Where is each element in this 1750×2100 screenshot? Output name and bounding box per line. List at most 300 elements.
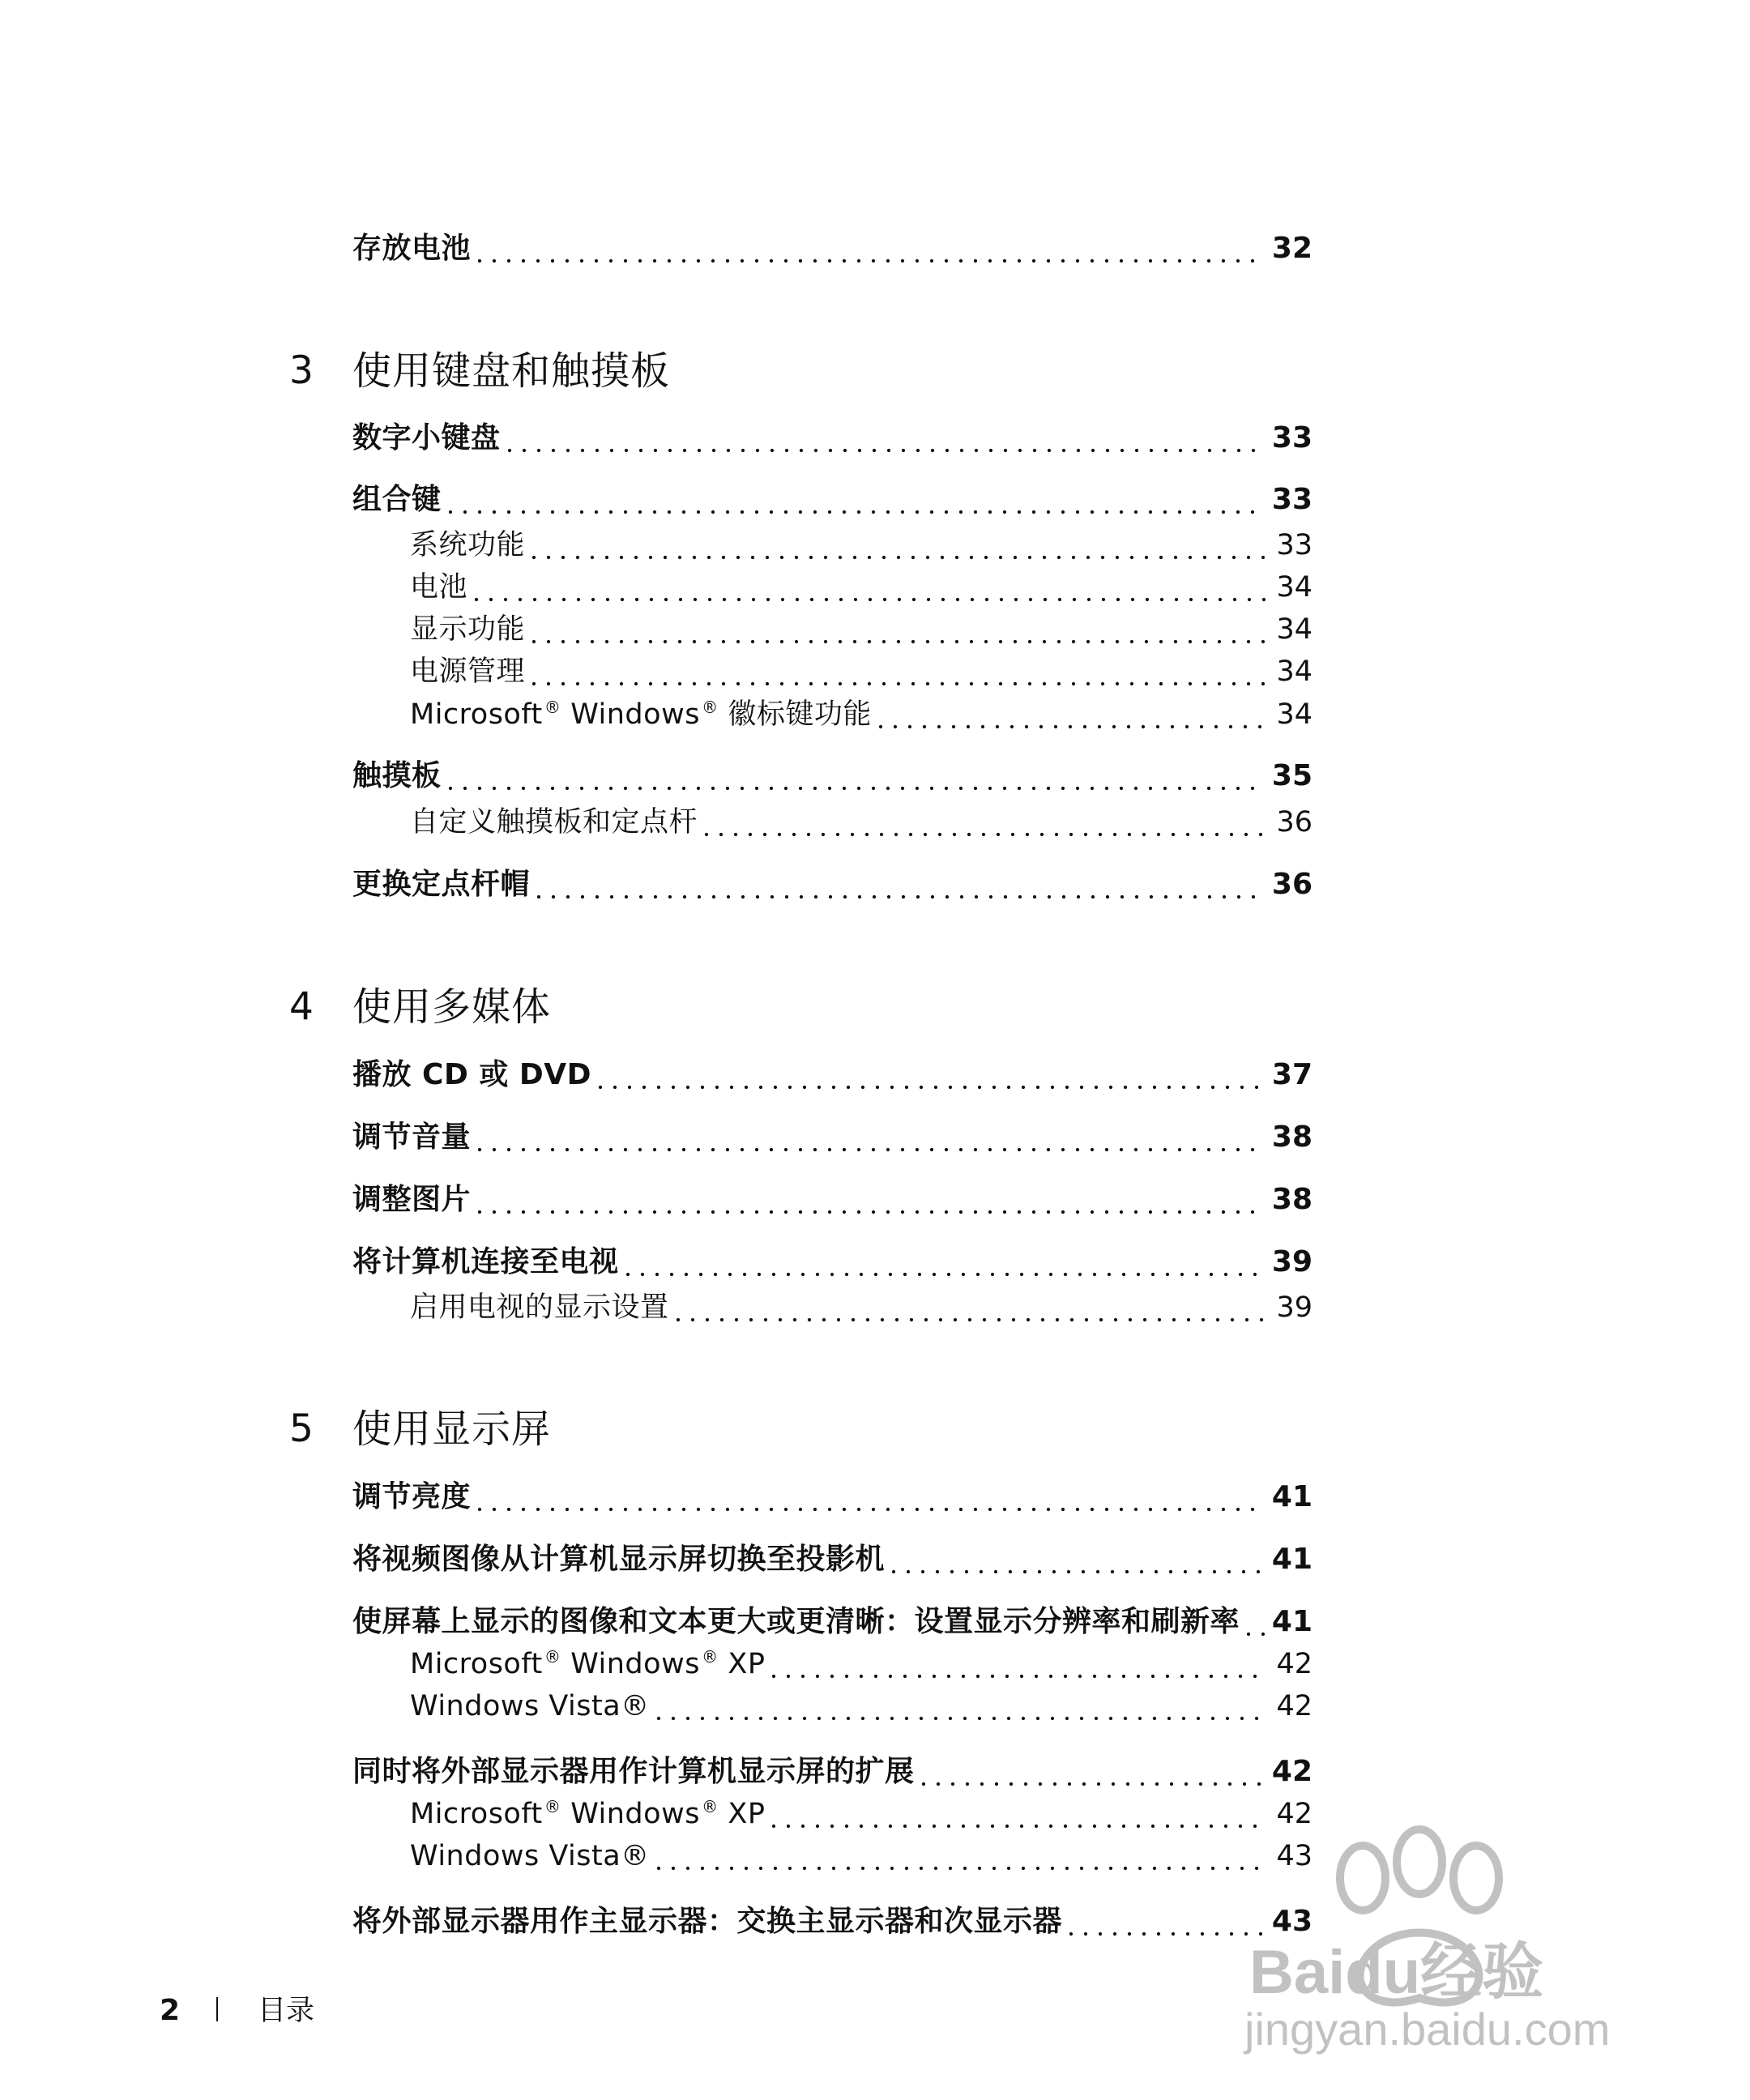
leader-dot <box>988 787 992 790</box>
leader-dot <box>988 259 992 262</box>
leader-dot <box>1106 895 1109 898</box>
leader-dot <box>947 1825 950 1828</box>
leader-dot <box>634 682 638 685</box>
leader-dot <box>813 787 817 790</box>
leader-dot <box>817 1867 821 1870</box>
leader-dot <box>1170 1782 1173 1786</box>
toc-entry-windows-vista-resolution[interactable] <box>0 1684 1750 1729</box>
leader-dot <box>678 682 681 685</box>
leader-dot <box>1216 1318 1219 1321</box>
leader-dot <box>1122 1675 1125 1678</box>
leader-dot <box>1018 1148 1021 1151</box>
leader-dot <box>1166 1273 1169 1276</box>
leader-dot <box>595 259 598 262</box>
leader-dot <box>620 640 623 643</box>
leader-dot <box>941 640 944 643</box>
leader-dot <box>551 1148 554 1151</box>
leader-dot <box>974 1210 977 1214</box>
leader-dot <box>843 259 846 262</box>
leader-dot <box>857 1148 860 1151</box>
leader-dot <box>1067 1570 1070 1573</box>
leader-dot <box>1040 833 1044 836</box>
toc-entry-key-combinations[interactable] <box>0 477 1750 523</box>
leader-dot <box>1129 1318 1132 1321</box>
leader-dot <box>1051 1717 1054 1720</box>
leader-dot <box>1062 895 1065 898</box>
leader-dot <box>947 1675 950 1678</box>
leader-dot <box>758 1273 761 1276</box>
leader-dots <box>676 1293 1266 1330</box>
leader-dot <box>1134 510 1138 514</box>
leader-dot <box>561 640 565 643</box>
toc-entry-play-cd-dvd[interactable] <box>0 1052 1750 1098</box>
leader-dot <box>781 598 784 601</box>
leader-dot <box>686 1086 689 1089</box>
leader-dot <box>921 1570 924 1573</box>
leader-dot <box>1218 682 1221 685</box>
leader-dot <box>1142 725 1145 728</box>
label-text-windows: Windows <box>561 1648 700 1680</box>
leader-dot <box>566 259 569 262</box>
leader-dot <box>595 510 598 514</box>
leader-dot <box>755 787 758 790</box>
toc-entry-adjust-brightness[interactable] <box>0 1475 1750 1520</box>
leader-dot <box>1174 682 1177 685</box>
leader-dot <box>803 1086 806 1089</box>
leader-dot <box>697 1210 700 1214</box>
toc-entry-battery-storage[interactable] <box>0 226 1750 271</box>
leader-dots <box>704 808 1266 845</box>
leader-dot <box>905 1717 908 1720</box>
leader-dot <box>1224 1675 1227 1678</box>
leader-dot <box>941 682 944 685</box>
leader-dot <box>772 1825 775 1828</box>
leader-dot <box>1029 598 1032 601</box>
toc-entry-system-functions[interactable] <box>0 523 1750 568</box>
leader-dot <box>730 1086 733 1089</box>
leader-dot <box>1032 787 1035 790</box>
toc-entry-power-management[interactable] <box>0 649 1750 694</box>
leader-dot <box>984 640 988 643</box>
leader-dot <box>653 510 656 514</box>
leader-dot <box>478 1148 481 1151</box>
leader-dot <box>551 787 554 790</box>
toc-entry-windows-xp-resolution[interactable] <box>0 1641 1750 1687</box>
leader-dot <box>980 1570 983 1573</box>
toc-entry-connect-tv[interactable] <box>0 1240 1750 1285</box>
leader-dot <box>749 833 752 836</box>
toc-entry-swap-primary-secondary-display[interactable] <box>0 1899 1750 1944</box>
leader-dot <box>1180 1825 1184 1828</box>
toc-entry-battery[interactable] <box>0 565 1750 610</box>
leader-dot <box>507 510 510 514</box>
leader-dot <box>784 1508 788 1511</box>
leader-dot <box>624 510 627 514</box>
leader-dot <box>1005 1825 1009 1828</box>
toc-entry-tv-display-settings[interactable] <box>0 1285 1750 1330</box>
leader-dot <box>959 510 962 514</box>
leader-dot <box>1035 1675 1038 1678</box>
leader-dot <box>876 1086 879 1089</box>
leader-dot <box>1003 1210 1006 1214</box>
leader-dot <box>1080 1086 1083 1089</box>
leader-dot <box>784 1148 788 1151</box>
leader-dot <box>1116 640 1119 643</box>
leader-dot <box>1018 449 1022 452</box>
leader-dot <box>901 1210 904 1214</box>
leader-dot <box>595 449 599 452</box>
leader-dot <box>766 556 769 559</box>
toc-entry-adjust-volume[interactable] <box>0 1115 1750 1160</box>
leader-dot <box>1120 259 1123 262</box>
leader-dot <box>536 1508 540 1511</box>
leader-dot <box>741 449 745 452</box>
leader-dot <box>701 1717 704 1720</box>
leader-dot <box>843 449 847 452</box>
leader-dot <box>1057 640 1061 643</box>
leader-dot <box>912 598 916 601</box>
leader-dot <box>532 682 536 685</box>
leader-dot <box>1244 725 1247 728</box>
leader-dot <box>954 1318 957 1321</box>
leader-dot <box>1189 682 1192 685</box>
leader-dot <box>1018 259 1021 262</box>
leader-dot <box>1201 833 1204 836</box>
leader-dot <box>938 833 941 836</box>
leader-dot <box>1230 1932 1233 1936</box>
leader-dot <box>1150 895 1153 898</box>
leader-dot <box>1149 259 1152 262</box>
leader-dot <box>722 640 725 643</box>
leader-dot <box>873 449 876 452</box>
leader-dot <box>951 1782 954 1786</box>
toc-entry-extend-display[interactable] <box>0 1749 1750 1795</box>
leader-dot <box>774 1717 777 1720</box>
leader-dot <box>475 598 478 601</box>
toc-entry-page-number: 42 <box>1276 1798 1312 1830</box>
leader-dot <box>975 449 978 452</box>
leader-dot <box>910 1318 913 1321</box>
leader-dot <box>845 1675 848 1678</box>
leader-dot <box>507 1508 510 1511</box>
leader-dot <box>1130 640 1133 643</box>
leader-dot <box>897 682 900 685</box>
leader-dot <box>898 598 901 601</box>
leader-dot <box>931 449 934 452</box>
toc-entry-label: 显示功能 <box>410 613 526 646</box>
leader-dot <box>941 556 944 559</box>
leader-dot <box>1130 682 1133 685</box>
toc-entry-windows-xp-extended-display[interactable] <box>0 1791 1750 1837</box>
leader-dot <box>1052 1570 1056 1573</box>
leader-dot <box>788 1867 792 1870</box>
leader-dot <box>759 1867 762 1870</box>
leader-dot <box>1178 1508 1181 1511</box>
leader-dot <box>1043 682 1046 685</box>
leader-dot <box>595 787 598 790</box>
leader-dot <box>971 598 974 601</box>
leader-dot <box>813 1210 817 1214</box>
leader-dot <box>745 1086 748 1089</box>
leader-dot <box>1072 640 1075 643</box>
toc-entry-windows-logo-key[interactable] <box>0 692 1750 737</box>
leader-dot <box>1215 1932 1219 1936</box>
footer-page-number: 2 <box>160 1994 181 2027</box>
leader-dot <box>1175 598 1178 601</box>
leader-dot <box>547 556 550 559</box>
toc-entry-page-number: 33 <box>1271 483 1312 516</box>
leader-dot <box>711 787 715 790</box>
leader-dot <box>1236 1148 1240 1151</box>
leader-dot <box>1065 1086 1069 1089</box>
toc-entry-label: 同时将外部显示器用作计算机显示屏的扩展 <box>352 1755 915 1788</box>
leader-dot <box>999 682 1002 685</box>
label-text-logo-key-functions: 徽标键功能 <box>718 698 872 731</box>
leader-dot <box>561 682 565 685</box>
leader-dot <box>916 510 919 514</box>
leader-dot <box>945 510 948 514</box>
leader-dot <box>1210 1675 1213 1678</box>
leader-dot <box>861 1717 864 1720</box>
leader-dot <box>1214 725 1218 728</box>
leader-dot <box>1193 895 1197 898</box>
leader-dot <box>1126 1782 1129 1786</box>
leader-dot <box>886 787 890 790</box>
leader-dot <box>653 787 656 790</box>
leader-dot <box>649 640 652 643</box>
leader-dot <box>708 598 711 601</box>
leader-dot <box>1076 259 1079 262</box>
toc-entry-page-number: 33 <box>1271 421 1312 455</box>
leader-dot <box>872 259 875 262</box>
leader-dot <box>1247 1633 1250 1636</box>
leader-dot <box>905 1086 908 1089</box>
leader-dot <box>609 1508 612 1511</box>
leader-dots <box>656 1692 1266 1729</box>
toc-entry-replace-track-stick-cap[interactable] <box>0 862 1750 907</box>
toc-entry-switch-video-to-projector[interactable] <box>0 1537 1750 1582</box>
leader-dot <box>1064 1825 1067 1828</box>
toc-entry-touch-pad[interactable] <box>0 753 1750 799</box>
leader-dot <box>999 556 1002 559</box>
label-text-xp: XP <box>718 1798 766 1830</box>
leader-dot <box>1195 1273 1198 1276</box>
toc-entry-page-number: 36 <box>1276 806 1312 839</box>
leader-dot <box>1193 1210 1196 1214</box>
leader-dot <box>890 1867 894 1870</box>
leader-dot <box>1180 1675 1184 1678</box>
leader-dot <box>1237 449 1240 452</box>
leader-dot <box>988 1210 992 1214</box>
leader-dot <box>1189 640 1192 643</box>
leader-dot <box>1085 1318 1088 1321</box>
leader-dot <box>1120 787 1123 790</box>
leader-dot <box>655 1273 659 1276</box>
leader-dot <box>890 1086 894 1089</box>
leader-dot <box>879 725 882 728</box>
leader-dot <box>830 1675 834 1678</box>
leader-dot <box>873 895 876 898</box>
leader-dot <box>780 640 783 643</box>
leader-dot <box>1193 1148 1196 1151</box>
leader-dot <box>784 259 788 262</box>
leader-dot <box>983 1318 986 1321</box>
leader-dot <box>1035 1825 1038 1828</box>
leader-dot <box>895 1318 898 1321</box>
leader-dot <box>889 1825 892 1828</box>
leader-dot <box>1047 259 1050 262</box>
leader-dot <box>693 640 696 643</box>
leader-dot <box>741 1148 744 1151</box>
leader-dot <box>1182 1717 1185 1720</box>
leader-dot <box>566 1148 569 1151</box>
leader-dot <box>780 556 783 559</box>
leader-dot <box>1236 787 1240 790</box>
leader-dot <box>719 833 723 836</box>
leader-dot <box>683 449 686 452</box>
leader-dot <box>872 787 875 790</box>
toc-entry-adjust-picture[interactable] <box>0 1177 1750 1223</box>
leader-dot <box>1128 1932 1131 1936</box>
leader-dot <box>1057 556 1061 559</box>
toc-entry-customize-touch-pad[interactable] <box>0 800 1750 845</box>
leader-dot <box>843 510 846 514</box>
leader-dot <box>621 598 624 601</box>
leader-dot <box>1210 1825 1213 1828</box>
toc-entry-page-number: 33 <box>1276 529 1312 561</box>
leader-dot <box>945 895 949 898</box>
leader-dot <box>926 682 929 685</box>
leader-dot <box>683 895 686 898</box>
leader-dot <box>552 895 555 898</box>
leader-dot <box>1253 1675 1257 1678</box>
leader-dot <box>1172 833 1175 836</box>
leader-dot <box>886 259 890 262</box>
leader-dot <box>727 449 730 452</box>
leader-dot <box>1120 1148 1123 1151</box>
leader-dot <box>1077 449 1080 452</box>
registered-trademark-symbol: ® <box>701 698 719 718</box>
toc-entry-page-number: 41 <box>1271 1605 1312 1638</box>
toc-entry-label <box>410 1641 765 1687</box>
leader-dot <box>1236 1210 1240 1214</box>
leader-dot <box>1167 1717 1171 1720</box>
leader-dot <box>551 1210 554 1214</box>
leader-dot <box>1108 1273 1111 1276</box>
leader-dot <box>1091 259 1094 262</box>
leader-dot <box>828 1210 831 1214</box>
leader-dot <box>861 1867 864 1870</box>
leader-dot <box>853 556 856 559</box>
leader-dot <box>1033 449 1036 452</box>
toc-entry-windows-vista-extended-display[interactable] <box>0 1833 1750 1879</box>
leader-dot <box>1065 1717 1069 1720</box>
leader-dot <box>959 787 962 790</box>
leader-dot <box>1127 725 1130 728</box>
leader-dots <box>536 870 1266 907</box>
toc-entry-display-resolution-refresh-rate[interactable] <box>0 1599 1750 1645</box>
leader-dot <box>766 682 769 685</box>
leader-dot <box>548 598 551 601</box>
leader-dot <box>620 682 623 685</box>
leader-dot <box>1149 510 1152 514</box>
leader-dot <box>1095 1086 1098 1089</box>
leader-dot <box>1028 640 1031 643</box>
leader-dot <box>1061 510 1065 514</box>
leader-dot <box>787 1273 790 1276</box>
leader-dot <box>967 833 971 836</box>
leader-dot <box>523 449 526 452</box>
leader-dot <box>1149 1210 1152 1214</box>
leader-dot <box>1003 259 1006 262</box>
leader-dot <box>1047 510 1050 514</box>
leader-dot <box>845 1825 848 1828</box>
leader-dot <box>1146 598 1149 601</box>
leader-dot <box>800 895 803 898</box>
toc-entry-display-functions[interactable] <box>0 607 1750 652</box>
leader-dot <box>609 1148 612 1151</box>
toc-entry-page-number: 34 <box>1276 613 1312 646</box>
leader-dot <box>901 259 904 262</box>
leader-dot <box>1116 598 1120 601</box>
leader-dot <box>1047 1210 1050 1214</box>
leader-dot <box>576 682 579 685</box>
leader-dot <box>876 1717 879 1720</box>
leader-dot <box>1108 1825 1111 1828</box>
leader-dot <box>901 787 904 790</box>
leader-dot <box>872 1148 875 1151</box>
leader-dots <box>656 1842 1266 1879</box>
leader-dot <box>1125 1570 1129 1573</box>
leader-dot <box>843 1148 846 1151</box>
leader-dot <box>1120 510 1123 514</box>
leader-dot <box>726 259 729 262</box>
leader-dot <box>668 1148 671 1151</box>
leader-dot <box>1149 787 1152 790</box>
leader-dot <box>933 1825 936 1828</box>
leader-dot <box>668 1210 671 1214</box>
toc-entry-page-number: 38 <box>1271 1183 1312 1216</box>
leader-dot <box>625 449 628 452</box>
leader-dot <box>1140 1570 1143 1573</box>
leader-dot <box>839 598 843 601</box>
leader-dot <box>788 1717 792 1720</box>
leader-dot <box>911 640 915 643</box>
leader-dot <box>1124 1867 1127 1870</box>
leader-dot <box>903 1273 907 1276</box>
leader-dot <box>609 259 612 262</box>
leader-dot <box>1022 1717 1025 1720</box>
leader-dot <box>1064 1675 1067 1678</box>
toc-entry-numeric-keypad[interactable] <box>0 416 1750 461</box>
leader-dot <box>1007 1867 1010 1870</box>
leader-dot <box>1048 449 1051 452</box>
leader-dot <box>1035 1273 1038 1276</box>
leader-dot <box>728 1273 732 1276</box>
leader-dot <box>1160 598 1163 601</box>
leader-dot <box>591 556 594 559</box>
leader-dot <box>1197 1717 1200 1720</box>
leader-dot <box>941 598 945 601</box>
leader-dot <box>1026 833 1029 836</box>
leader-dot <box>522 787 525 790</box>
leader-dot <box>1178 1210 1181 1214</box>
leader-dot <box>1244 833 1248 836</box>
leader-dot <box>522 259 525 262</box>
leader-dot <box>722 682 725 685</box>
leader-dot <box>832 1086 835 1089</box>
leader-dot <box>970 640 973 643</box>
